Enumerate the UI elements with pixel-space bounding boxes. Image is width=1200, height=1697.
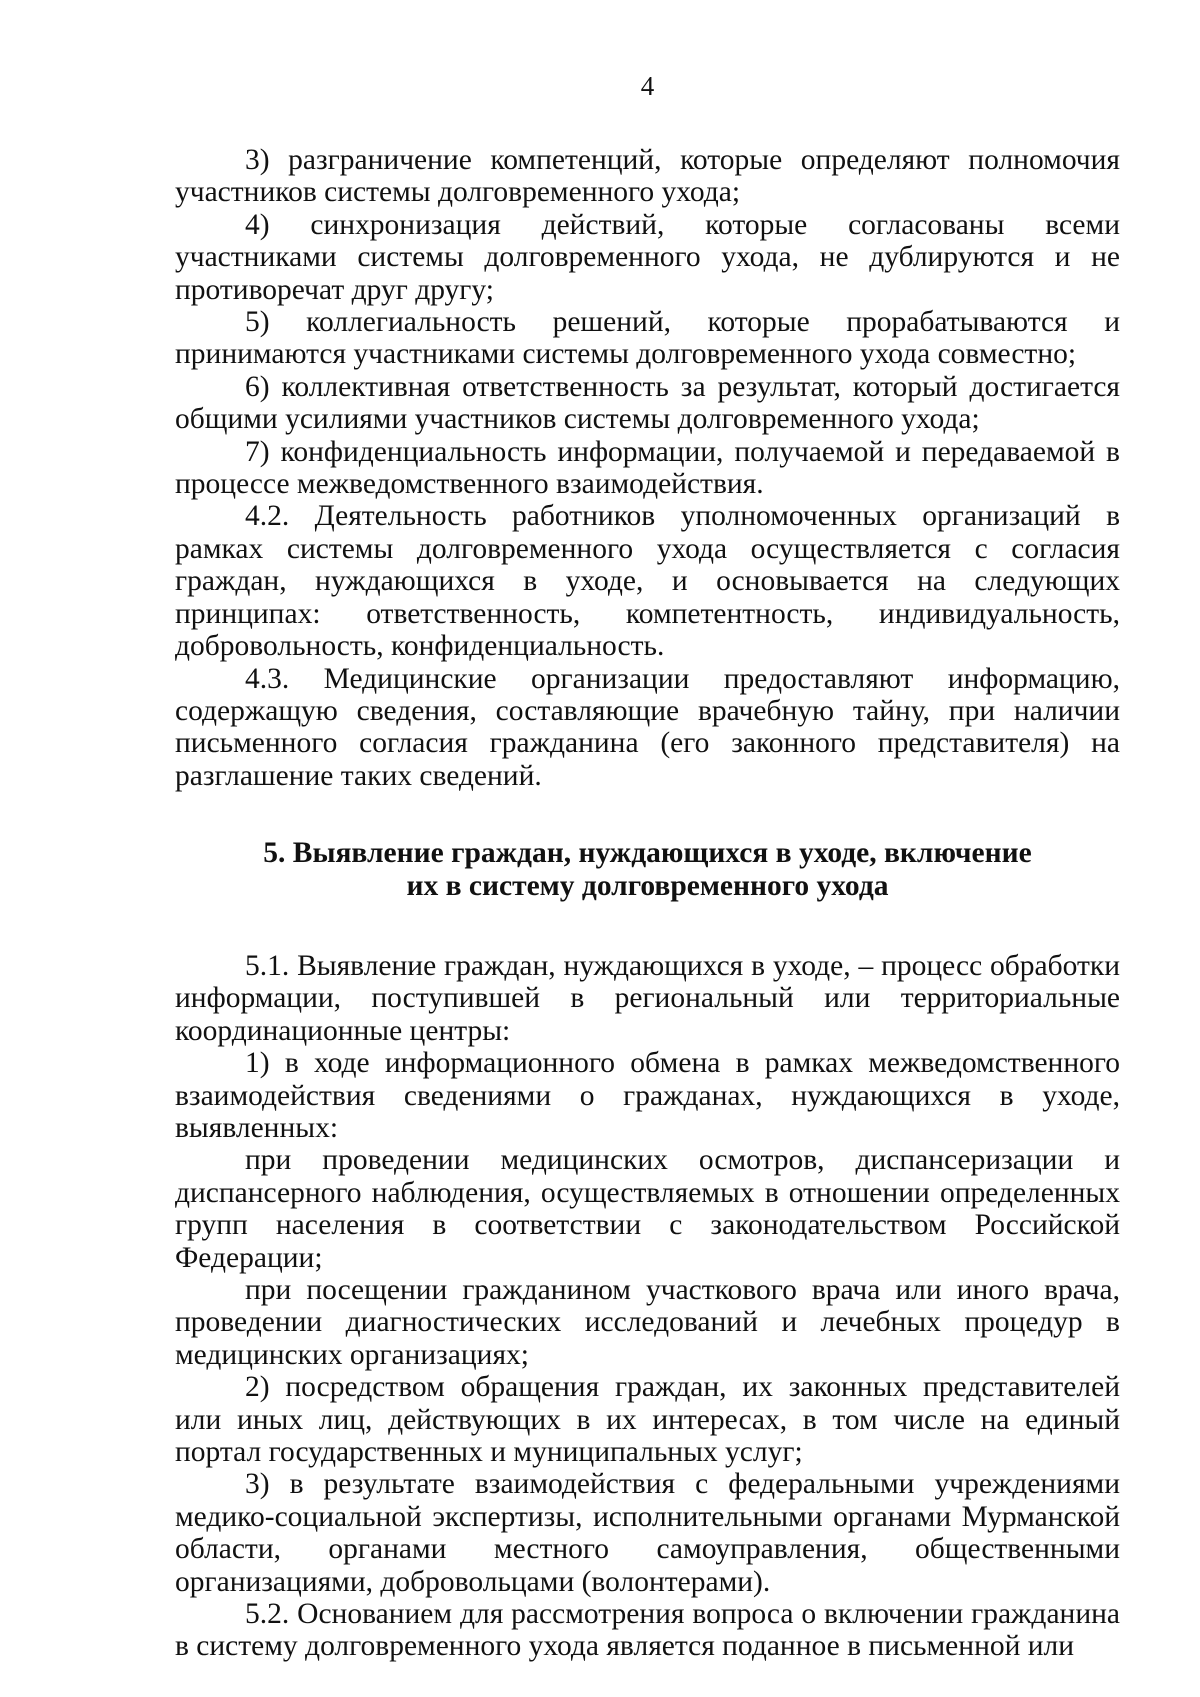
paragraph-5-2: 5.2. Основанием для рассмотрения вопроса о включении гражданина в систему долговременного ухода является поданное в письменной или [175,1598,1120,1663]
paragraph-4-3: 4.3. Медицинские организации предоставляют информацию, содержащую сведения, составляющие врачебную тайну, при наличии письменного согласия гражданина (его законного представителя) на разглашение таких сведений. [175,662,1120,792]
paragraph-medical-exams: при проведении медицинских осмотров, диспансеризации и диспансерного наблюдения, осуществляемых в отношении определенных групп населения в соответствии с законодательством Российской Федерации; [175,1144,1120,1274]
paragraph-interaction: 3) в результате взаимодействия с федеральными учреждениями медико-социальной экспертизы, исполнительными органами Мурманской области, органами местного самоуправления, общественными организациями, добровольцами (волонтерами). [175,1468,1120,1598]
paragraph-citizen-requests: 2) посредством обращения граждан, их законных представителей или иных лиц, действующих в их интересах, в том числе на единый портал государственных и муниципальных услуг; [175,1371,1120,1469]
document-page [175,70,1120,1663]
paragraph-info-exchange: 1) в ходе информационного обмена в рамках межведомственного взаимодействия сведениями о гражданах, нуждающихся в уходе, выявленных: [175,1047,1120,1144]
paragraph-5-1: 5.1. Выявление граждан, нуждающихся в уходе, – процесс обработки информации, поступившей в региональный или территориальные координационные центры: [175,949,1120,1047]
paragraph-responsibility: 6) коллективная ответственность за результат, который достигается общими усилиями участников системы долговременного ухода; [175,370,1120,436]
paragraph-confidentiality: 7) конфиденциальность информации, получаемой и передаваемой в процессе межведомственного взаимодействия. [175,435,1120,501]
paragraph-synchronization: 4) синхронизация действий, которые согласованы всеми участниками системы долговременного ухода, не дублируются и не противоречат друг другу; [175,208,1120,306]
section-heading [175,837,1120,902]
paragraph-competence: 3) разграничение компетенций, которые определяют полномочия участников системы долговременного ухода; [175,144,1120,209]
paragraph-4-2: 4.2. Деятельность работников уполномоченных организаций в рамках системы долговременного ухода осуществляется с согласия граждан, нуждающихся в уходе, и основывается на следующих принципах: ответственность, компетентность, индивидуальность, добровольность, конфиденциальность. [175,500,1120,663]
section-heading-line2: их в систему долговременного ухода [406,869,889,902]
paragraph-doctor-visits: при посещении гражданином участкового врача или иного врача, проведении диагностических исследований и лечебных процедур в медицинских организациях; [175,1274,1120,1371]
paragraph-collegiality: 5) коллегиальность решений, которые прорабатываются и принимаются участниками системы долговременного ухода совместно; [175,306,1120,371]
section-heading-line1: 5. Выявление граждан, нуждающихся в уходе, включение [263,837,1032,870]
page-number: 4 [640,71,655,101]
